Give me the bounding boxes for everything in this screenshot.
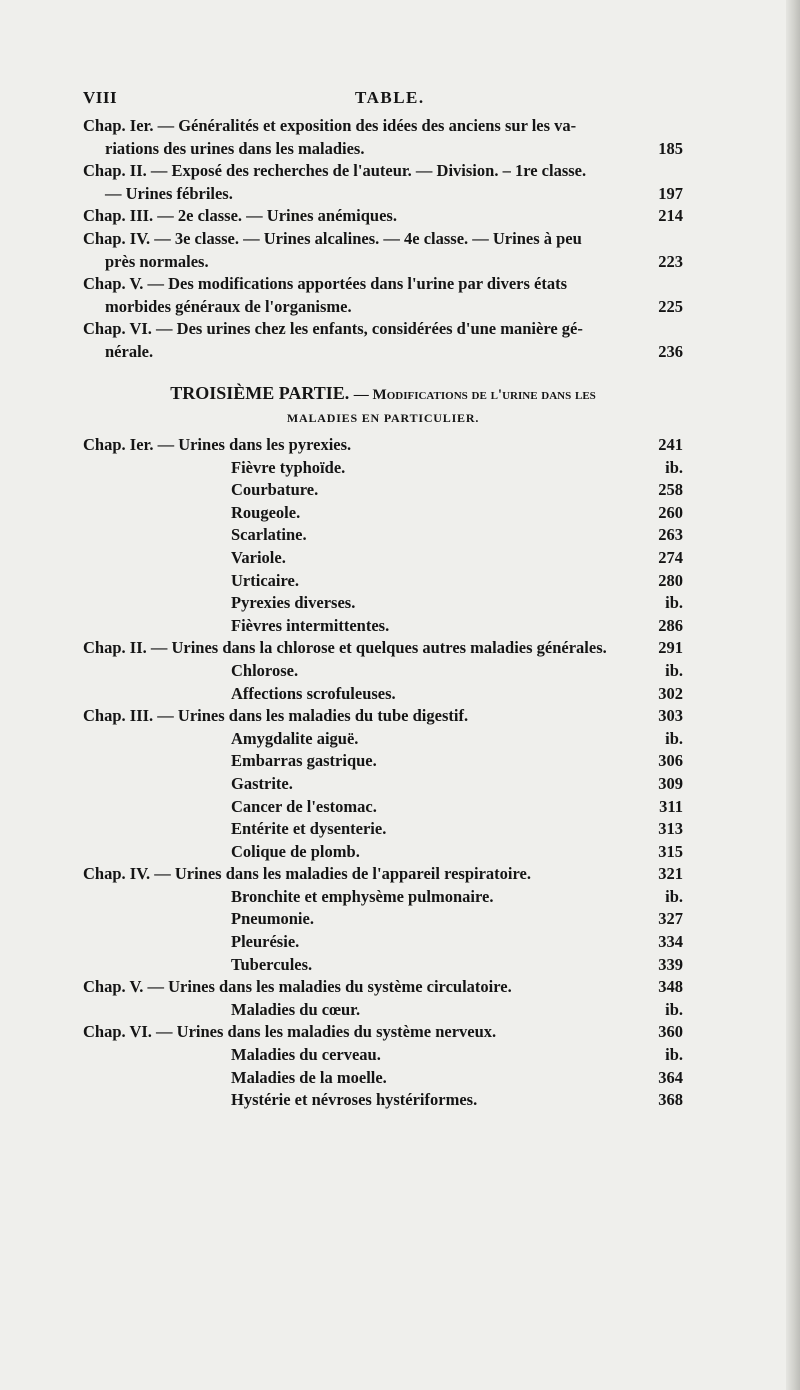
toc-chapter-line <box>83 434 683 457</box>
toc-entry-text: Chap. II. — Exposé des recherches de l'auteur. — Division. – 1re classe. <box>83 161 587 181</box>
toc-chapter-line <box>83 863 683 886</box>
toc-entry-text: Pyrexies diverses. <box>231 593 356 613</box>
part-title: TROISIÈME PARTIE. <box>170 383 350 403</box>
toc-entry-text: Chap. III. — 2e classe. — Urines anémiques. <box>83 206 397 226</box>
toc-page-number: 260 <box>658 502 683 522</box>
toc-entry-text: Fièvre typhoïde. <box>231 457 346 477</box>
toc-page-number: 197 <box>658 183 683 203</box>
toc-subentry <box>83 479 683 502</box>
toc-part-two <box>83 115 683 364</box>
toc-entry-text: Chap. VI. — Urines dans les maladies du système nerveux. <box>83 1022 497 1042</box>
toc-subentry <box>83 1067 683 1090</box>
toc-page-number: ib. <box>665 660 683 680</box>
toc-entry-text: Affections scrofuleuses. <box>231 683 396 703</box>
toc-page-number: 236 <box>658 341 683 361</box>
toc-entry-text: morbides généraux de l'organisme. <box>105 296 352 316</box>
toc-subentry <box>83 841 683 864</box>
toc-page-number: 334 <box>658 932 683 952</box>
toc-page-number: 225 <box>658 296 683 316</box>
toc-page-number: 309 <box>658 773 683 793</box>
toc-entry-text: Chap. IV. — 3e classe. — Urines alcalines. — 4e classe. — Urines à peu <box>83 228 582 248</box>
toc-page-number: 339 <box>658 954 683 974</box>
toc-chapter-line <box>83 318 683 341</box>
toc-chapter-line <box>83 637 683 660</box>
toc-chapter-line <box>83 115 683 138</box>
part-subtitle-line2: MALADIES EN PARTICULIER. <box>286 411 480 425</box>
toc-page-number: 258 <box>658 480 683 500</box>
toc-entry-text: Chap. Ier. — Urines dans les pyrexies. <box>83 435 352 454</box>
toc-part-three <box>83 434 683 1112</box>
toc-page-number: 348 <box>658 977 683 997</box>
toc-page-number: 185 <box>658 138 683 158</box>
toc-chapter-line <box>83 160 683 183</box>
toc-entry-text: Chap. V. — Urines dans les maladies du système circulatoire. <box>83 977 512 997</box>
toc-subentry <box>83 683 683 706</box>
toc-page-number: 360 <box>658 1022 683 1042</box>
toc-entry-text: Embarras gastrique. <box>231 751 377 771</box>
toc-subentry <box>83 999 683 1022</box>
toc-entry-text: Maladies de la moelle. <box>231 1067 387 1087</box>
toc-page-number: 327 <box>658 909 683 929</box>
running-title: TABLE. <box>355 88 425 107</box>
toc-page-number: 311 <box>659 796 683 816</box>
toc-entry-text: Entérite et dysenterie. <box>231 819 387 839</box>
toc-page-number: ib. <box>665 999 683 1019</box>
toc-entry-text: Scarlatine. <box>231 525 307 545</box>
toc-entry-text: Variole. <box>231 547 286 567</box>
toc-entry-text: nérale. <box>105 341 154 361</box>
toc-entry-text: Chlorose. <box>231 660 299 680</box>
toc-entry-text: Cancer de l'estomac. <box>231 796 377 816</box>
toc-page-number: 280 <box>658 570 683 590</box>
toc-page-number: 364 <box>658 1067 683 1087</box>
toc-entry-text: Maladies du cœur. <box>231 999 361 1019</box>
toc-page-number: ib. <box>665 457 683 477</box>
toc-subentry <box>83 457 683 480</box>
toc-page-number: ib. <box>665 593 683 613</box>
toc-subentry <box>83 1044 683 1067</box>
toc-entry-text: — Urines fébriles. <box>105 183 233 203</box>
toc-subentry <box>83 502 683 525</box>
toc-entry-text: Amygdalite aiguë. <box>231 728 359 748</box>
toc-page-number: 303 <box>658 706 683 726</box>
toc-entry-text: Chap. IV. — Urines dans les maladies de l'appareil respiratoire. <box>83 864 531 884</box>
toc-page-number: 321 <box>658 864 683 884</box>
toc-entry-text: riations des urines dans les maladies. <box>105 138 365 158</box>
toc-subentry <box>83 796 683 819</box>
toc-entry-text: Colique de plomb. <box>231 841 360 861</box>
toc-subentry <box>83 524 683 547</box>
toc-subentry <box>83 931 683 954</box>
toc-entry-text: Chap. Ier. — Généralités et exposition des idées des anciens sur les va- <box>83 116 577 135</box>
toc-entry-text: Maladies du cerveau. <box>231 1045 381 1065</box>
toc-entry-text: Urticaire. <box>231 570 299 590</box>
toc-subentry <box>83 908 683 931</box>
toc-chapter-line <box>83 251 683 274</box>
toc-chapter-line <box>83 183 683 206</box>
toc-chapter-line <box>83 1021 683 1044</box>
toc-entry-text: Chap. II. — Urines dans la chlorose et quelques autres maladies générales. <box>83 638 607 658</box>
part-subtitle: — Modifications de l'urine dans les <box>353 387 596 403</box>
toc-page-number: 315 <box>658 841 683 861</box>
toc-chapter-line <box>83 705 683 728</box>
toc-subentry <box>83 773 683 796</box>
toc-page-number: 241 <box>658 435 683 454</box>
page-number: VIII <box>83 88 118 107</box>
toc-entry-text: Fièvres intermittentes. <box>231 615 390 635</box>
toc-entry-text: Gastrite. <box>231 773 293 793</box>
toc-subentry <box>83 886 683 909</box>
toc-page-number: ib. <box>665 1045 683 1065</box>
toc-subentry <box>83 547 683 570</box>
toc-page-number: 291 <box>658 638 683 658</box>
toc-entry-text: Rougeole. <box>231 502 301 522</box>
toc-chapter-line <box>83 976 683 999</box>
toc-page-number: 286 <box>658 615 683 635</box>
toc-page-number: 223 <box>658 251 683 271</box>
toc-entry-text: Tubercules. <box>231 954 313 974</box>
toc-page-number: 274 <box>658 547 683 567</box>
toc-entry-text: près normales. <box>105 251 209 271</box>
toc-entry-text: Pneumonie. <box>231 909 314 929</box>
toc-subentry <box>83 954 683 977</box>
toc-page-number: ib. <box>665 886 683 906</box>
toc-entry-text: Pleurésie. <box>231 932 300 952</box>
toc-subentry <box>83 750 683 773</box>
page-edge <box>786 0 800 1390</box>
toc-page-number: ib. <box>665 728 683 748</box>
toc-page-number: 302 <box>658 683 683 703</box>
toc-subentry <box>83 570 683 593</box>
toc-chapter-line <box>83 341 683 364</box>
toc-subentry <box>83 728 683 751</box>
toc-chapter-line <box>83 228 683 251</box>
toc-page-number: 313 <box>658 819 683 839</box>
toc-entry-text: Bronchite et emphysème pulmonaire. <box>231 886 494 906</box>
toc-subentry <box>83 615 683 638</box>
toc-subentry <box>83 1089 683 1112</box>
toc-page-number: 263 <box>658 525 683 545</box>
toc-entry-text: Chap. V. — Des modifications apportées dans l'urine par divers états <box>83 274 568 294</box>
toc-entry-text: Chap. VI. — Des urines chez les enfants, considérées d'une manière gé- <box>83 319 583 339</box>
toc-subentry <box>83 818 683 841</box>
toc-entry-text: Chap. III. — Urines dans les maladies du tube digestif. <box>83 706 469 726</box>
toc-page-number: 306 <box>658 751 683 771</box>
toc-chapter-line <box>83 138 683 161</box>
toc-chapter-line <box>83 205 683 228</box>
toc-entry-text: Hystérie et névroses hystériformes. <box>231 1090 478 1110</box>
toc-page-number: 368 <box>658 1090 683 1110</box>
toc-chapter-line <box>83 296 683 319</box>
toc-entry-text: Courbature. <box>231 480 319 500</box>
page-header <box>83 88 683 110</box>
part-heading <box>83 382 683 428</box>
toc-subentry <box>83 660 683 683</box>
toc-subentry <box>83 592 683 615</box>
toc-chapter-line <box>83 273 683 296</box>
toc-page-number: 214 <box>658 206 683 226</box>
